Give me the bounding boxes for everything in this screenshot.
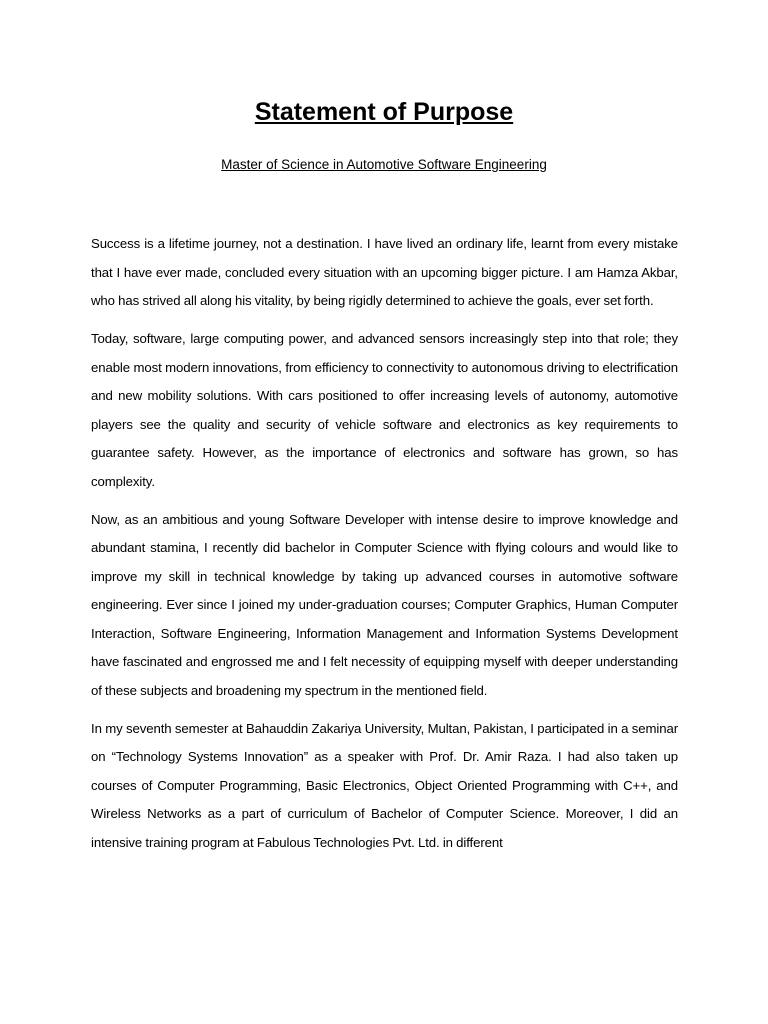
- paragraph-automotive-software: Today, software, large computing power, and advanced sensors increasingly step into that role; they enable most modern innovations, from efficiency to connectivity to autonomous driving to electrification and new mobility solutions. With cars positioned to offer increasing levels of autonomy, automotive players see the quality and security of vehicle software and electronics as key requirements to guarantee safety. However, as the importance of electronics and software has grown, so has complexity.: [91, 331, 678, 489]
- document-body: [91, 230, 678, 867]
- document-title: Statement of Purpose: [254, 98, 514, 126]
- document-subtitle: Master of Science in Automotive Software Engineering: [221, 157, 547, 172]
- paragraph-education-goals: Now, as an ambitious and young Software Developer with intense desire to improve knowledge and abundant stamina, I recently did bachelor in Computer Science with flying colours and would like to improve my skill in technical knowledge by taking up advanced courses in automotive software engineering. Ever since I joined my under-graduation courses; Computer Graphics, Human Computer Interaction, Software Engineering, Information Management and Information Systems Development have fascinated and engrossed me and I felt necessity of equipping myself with deeper understanding of these subjects and broadening my spectrum in the mentioned field.: [91, 511, 678, 698]
- paragraph-university-experience: In my seventh semester at Bahauddin Zakariya University, Multan, Pakistan, I participated in a seminar on “Technology Systems Innovation” as a speaker with Prof. Dr. Amir Raza. I had also taken up courses of Computer Programming, Basic Electronics, Object Oriented Programming with C++, and Wireless Networks as a part of curriculum of Bachelor of Computer Science. Moreover, I did an intensive training program at Fabulous Technologies Pvt. Ltd. in different: [91, 720, 678, 850]
- paragraph-introduction: Success is a lifetime journey, not a destination. I have lived an ordinary life, learnt from every mistake that I have ever made, concluded every situation with an upcoming bigger picture. I am Hamza Akbar, who has strived all along his vitality, by being rigidly determined to achieve the goals, ever set forth.: [91, 236, 678, 308]
